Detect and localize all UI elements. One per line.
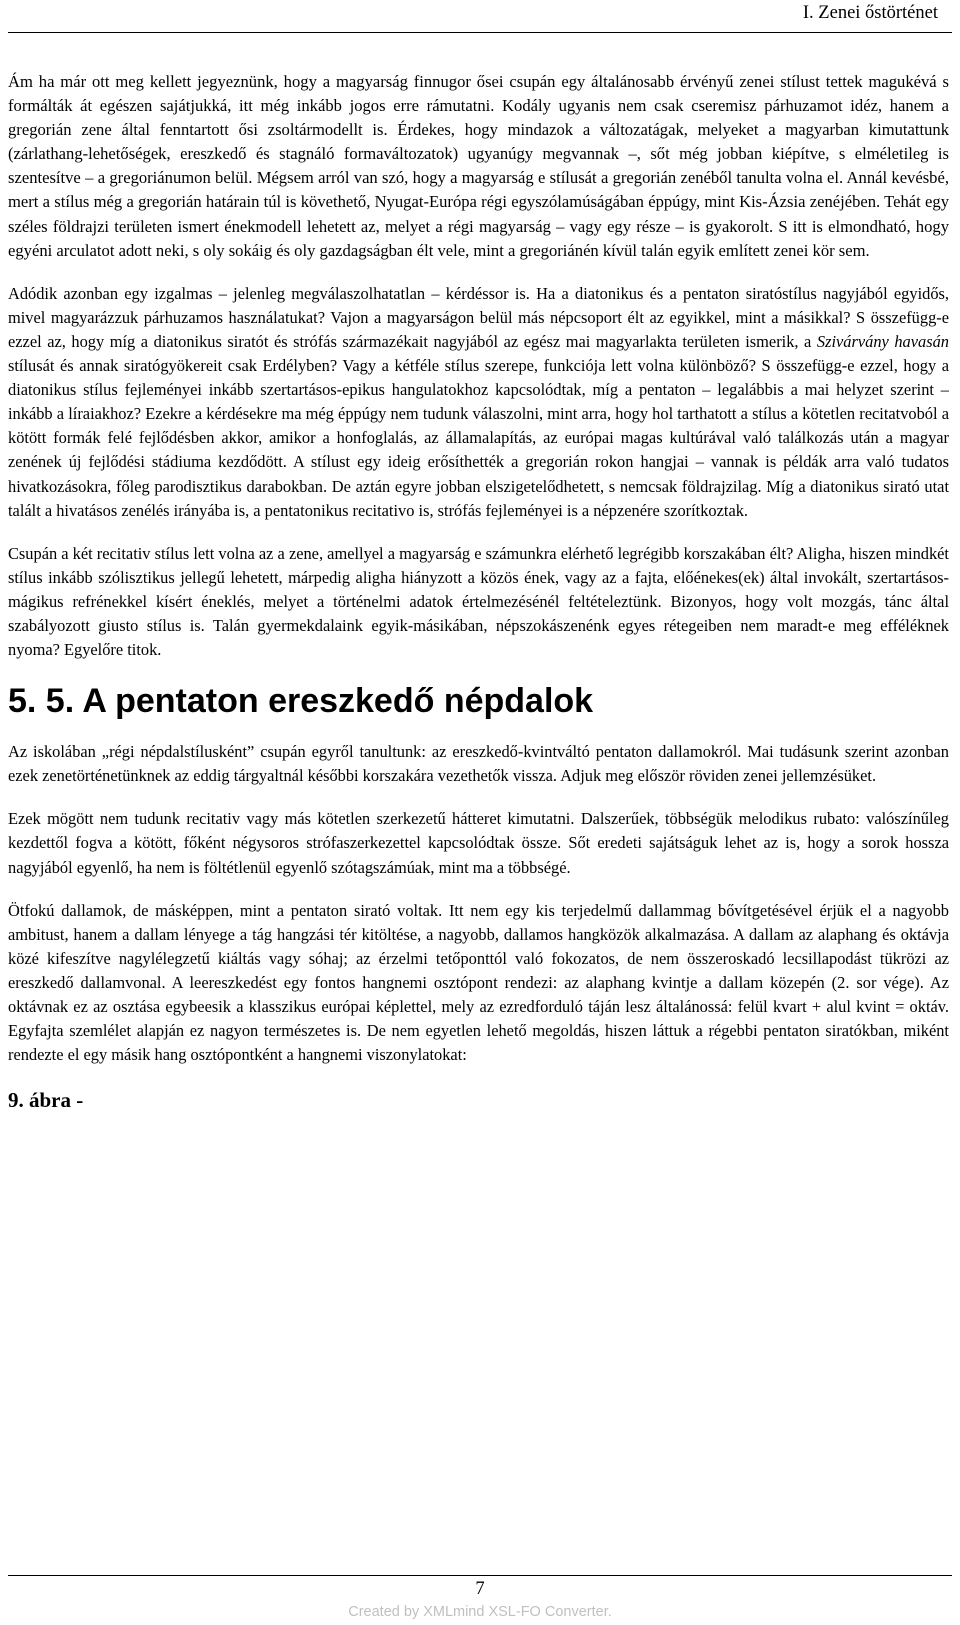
section-heading: 5. 5. A pentaton ereszkedő népdalok xyxy=(8,682,594,721)
paragraph-text: stílusát és annak siratógyökereit csak Erdélyben? Vagy a kétféle stílus szerepe, funkciója lett volna különböző? S összefügg-e ezzel, hogy a diatonikus stílus fejleményei inkább szertartásos-epikus hangulatokhoz kapcsolódtak, míg a pentaton – legalábbis a mai helyzet szerint – inkább a líraiakhoz? Ezekre a kérdésekre ma még éppúgy nem tudunk válaszolni, mint arra, hogy hol tarthatott a stílus a kötetlen recitatvoból a kötött formák felé fejlődésben akkor, amikor a honfoglalás, az államalapítás, az európai magas kultúrával való találkozás után a magyar zenének új fejlődési stádiuma kezdődött. A stílust egy ideig erősíthették a gregorián rokon hangjai – vannak is példák arra való tudatos hivatkozásokra, főleg parodisztikus darabokban. De aztán egyre jobban elszigetelődhetett, s nemcsak földrajzilag. Míg a diatonikus sirató utat talált a hivatásos zenélés irányába is, a pentatonikus recitativo is, strófás fejleményei is a népzenére szorítkoztak. xyxy=(8,356,949,520)
paragraph-text: Adódik azonban egy izgalmas – jelenleg megválaszolhatatlan – kérdéssor is. Ha a diatonikus és a pentaton siratóstílus nagyjából egyidős, mivel magyarázzuk párhuzamos használatukat? Vajon a magyarságon belül más népcsoport élt az egyikkel, mint a másikkal? S összefügg-e ezzel az, hogy míg a diatonikus siratót és strófás származékait nagyjából az egész mai magyarlakta területen ismerik, a xyxy=(8,283,949,351)
paragraph-text: Ám ha már ott meg kellett jegyeznünk, hogy a magyarság finnugor ősei csupán egy általánosabb érvényű zenei stílust tettek magukévá s formálták át egészen sajátjukká, itt még inkább jogos erre rámutatni. Kodály ugyanis nem csak cseremisz párhuzamot idéz, hanem a gregorián zene által fenntartott ősi zsoltármodellt is. Érdekes, hogy mindazok a változatágak, melyeket a magyarban kimutattunk (zárlathang-lehetőségek, ereszkedő és stagnáló formaváltozatok) ugyanúgy megvannak –, sőt még jobban kiépítve, s elméletileg is szentesítve – a gregoriánumon belül. Mégsem arról van szó, hogy a magyarság e stílusát a gregorián zenéből tanulta volna el. Annál kevésbé, mert a stílus még a gregorián határain túl is követhető, Nyugat-Európa régi egyszólamúságában éppúgy, mint Kis-Ázsia zenéjében. Tehát egy széles földrajzi területen ismert énekmodell lehetett az, melyet a régi magyarság – vagy egy része – is gyakorolt. S itt is elmondható, hogy egyéni arculatot adott neki, s oly sokáig és oly gazdagságban élt vele, mint a gregoriánén kívül talán egyik említett zenei kör sem. xyxy=(8,72,949,260)
page-number: 7 xyxy=(475,1579,485,1599)
body-paragraph xyxy=(8,740,949,788)
paragraph-text: Ötfokú dallamok, de másképpen, mint a pentaton sirató voltak. Itt nem egy kis terjedelmű dallammag bővítgetésével érjük el a nagyobb ambitust, hanem a dallam lényege a tág hangzási tér kitöltése, a nagyobb, dallamos hangközök alkalmazása. A dallam az alaphang és oktávja közé kifeszítve nagylélegzetű kiáltás vagy sóhaj; az érzelmi tetőponttól való fokozatos, de nem összeroskadó lecsillapodást tükrözi az ereszkedő dallamvonal. A leereszkedést egy fontos hangnemi osztópont rendezi: az alaphang kvintje a dallam közepén (2. sor vége). Az oktávnak ez az osztása egybeesik a klasszikus európai képlettel, mely az ezredforduló táján lesz általánossá: felül kvart + alul kvint = oktáv. Egyfajta szemlélet alapján ez nagyon természetes is. De nem egyetlen lehető megoldás, hiszen láttuk a régebbi pentaton siratókban, miként rendezte el egy másik hang osztópontként a hangnemi viszonylatokat: xyxy=(8,900,949,1065)
body-paragraph xyxy=(8,542,949,662)
paragraph-text: Csupán a két recitativ stílus lett volna az a zene, amellyel a magyarság e számunkra elérhető legrégibb korszakában élt? Aligha, hiszen mindkét stílus inkább szólisztikus jellegű lehetett, márpedig aligha hiányzott a közös ének, vagy az a fajta, előénekes(ek) által invokált, szertartásos-mágikus refrénekkel kísért éneklés, melyet a történelmi adatok értelmezésénél feltételeztünk. Bizonyos, hogy volt mozgás, tánc által szabályozott giusto stílus is. Talán gyermekdalaink egyik-másikában, népszokászenénk egyes rétegeiben nem maradt-e meg efféléknek nyoma? Egyelőre titok. xyxy=(8,543,949,660)
page-content xyxy=(8,70,949,1113)
figure-label: 9. ábra - xyxy=(8,1088,84,1113)
paragraphs-before-section xyxy=(8,70,949,662)
converter-credit: Created by XMLmind XSL-FO Converter. xyxy=(348,1604,612,1620)
body-paragraph xyxy=(8,899,949,1068)
footer-divider xyxy=(8,1575,952,1576)
body-paragraph xyxy=(8,70,949,263)
body-paragraph xyxy=(8,807,949,879)
paragraph-text: Ezek mögött nem tudunk recitativ vagy más kötetlen szerkezetű hátteret kimutatni. Dalszerűek, többségük melodikus rubato: valószínűleg kezdettől fogva a kötött, főként négysoros strófaszerkezettel kapcsolódtak össze. Sőt eredeti sajátságuk lehet az is, hogy a sorok hossza nagyjából egyenlő, ha nem is föltétlenül egyenlő szótagszámúak, mint ma a többségé. xyxy=(8,809,949,877)
header-divider xyxy=(8,32,952,33)
italic-title-text: Szivárvány havasán xyxy=(816,331,949,351)
body-paragraph xyxy=(8,282,949,523)
paragraph-text: Az iskolában „régi népdalstílusként” csupán egyről tanultunk: az ereszkedő-kvintváltó pentaton dallamokról. Mai tudásunk szerint azonban ezek zenetörténetünknek az eddig tárgyaltnál későbbi korszakára vezethetők vissza. Adjuk meg először röviden zenei jellemzésüket. xyxy=(8,742,949,786)
running-header-title: I. Zenei őstörténet xyxy=(802,3,938,23)
paragraphs-after-section xyxy=(8,740,949,1067)
